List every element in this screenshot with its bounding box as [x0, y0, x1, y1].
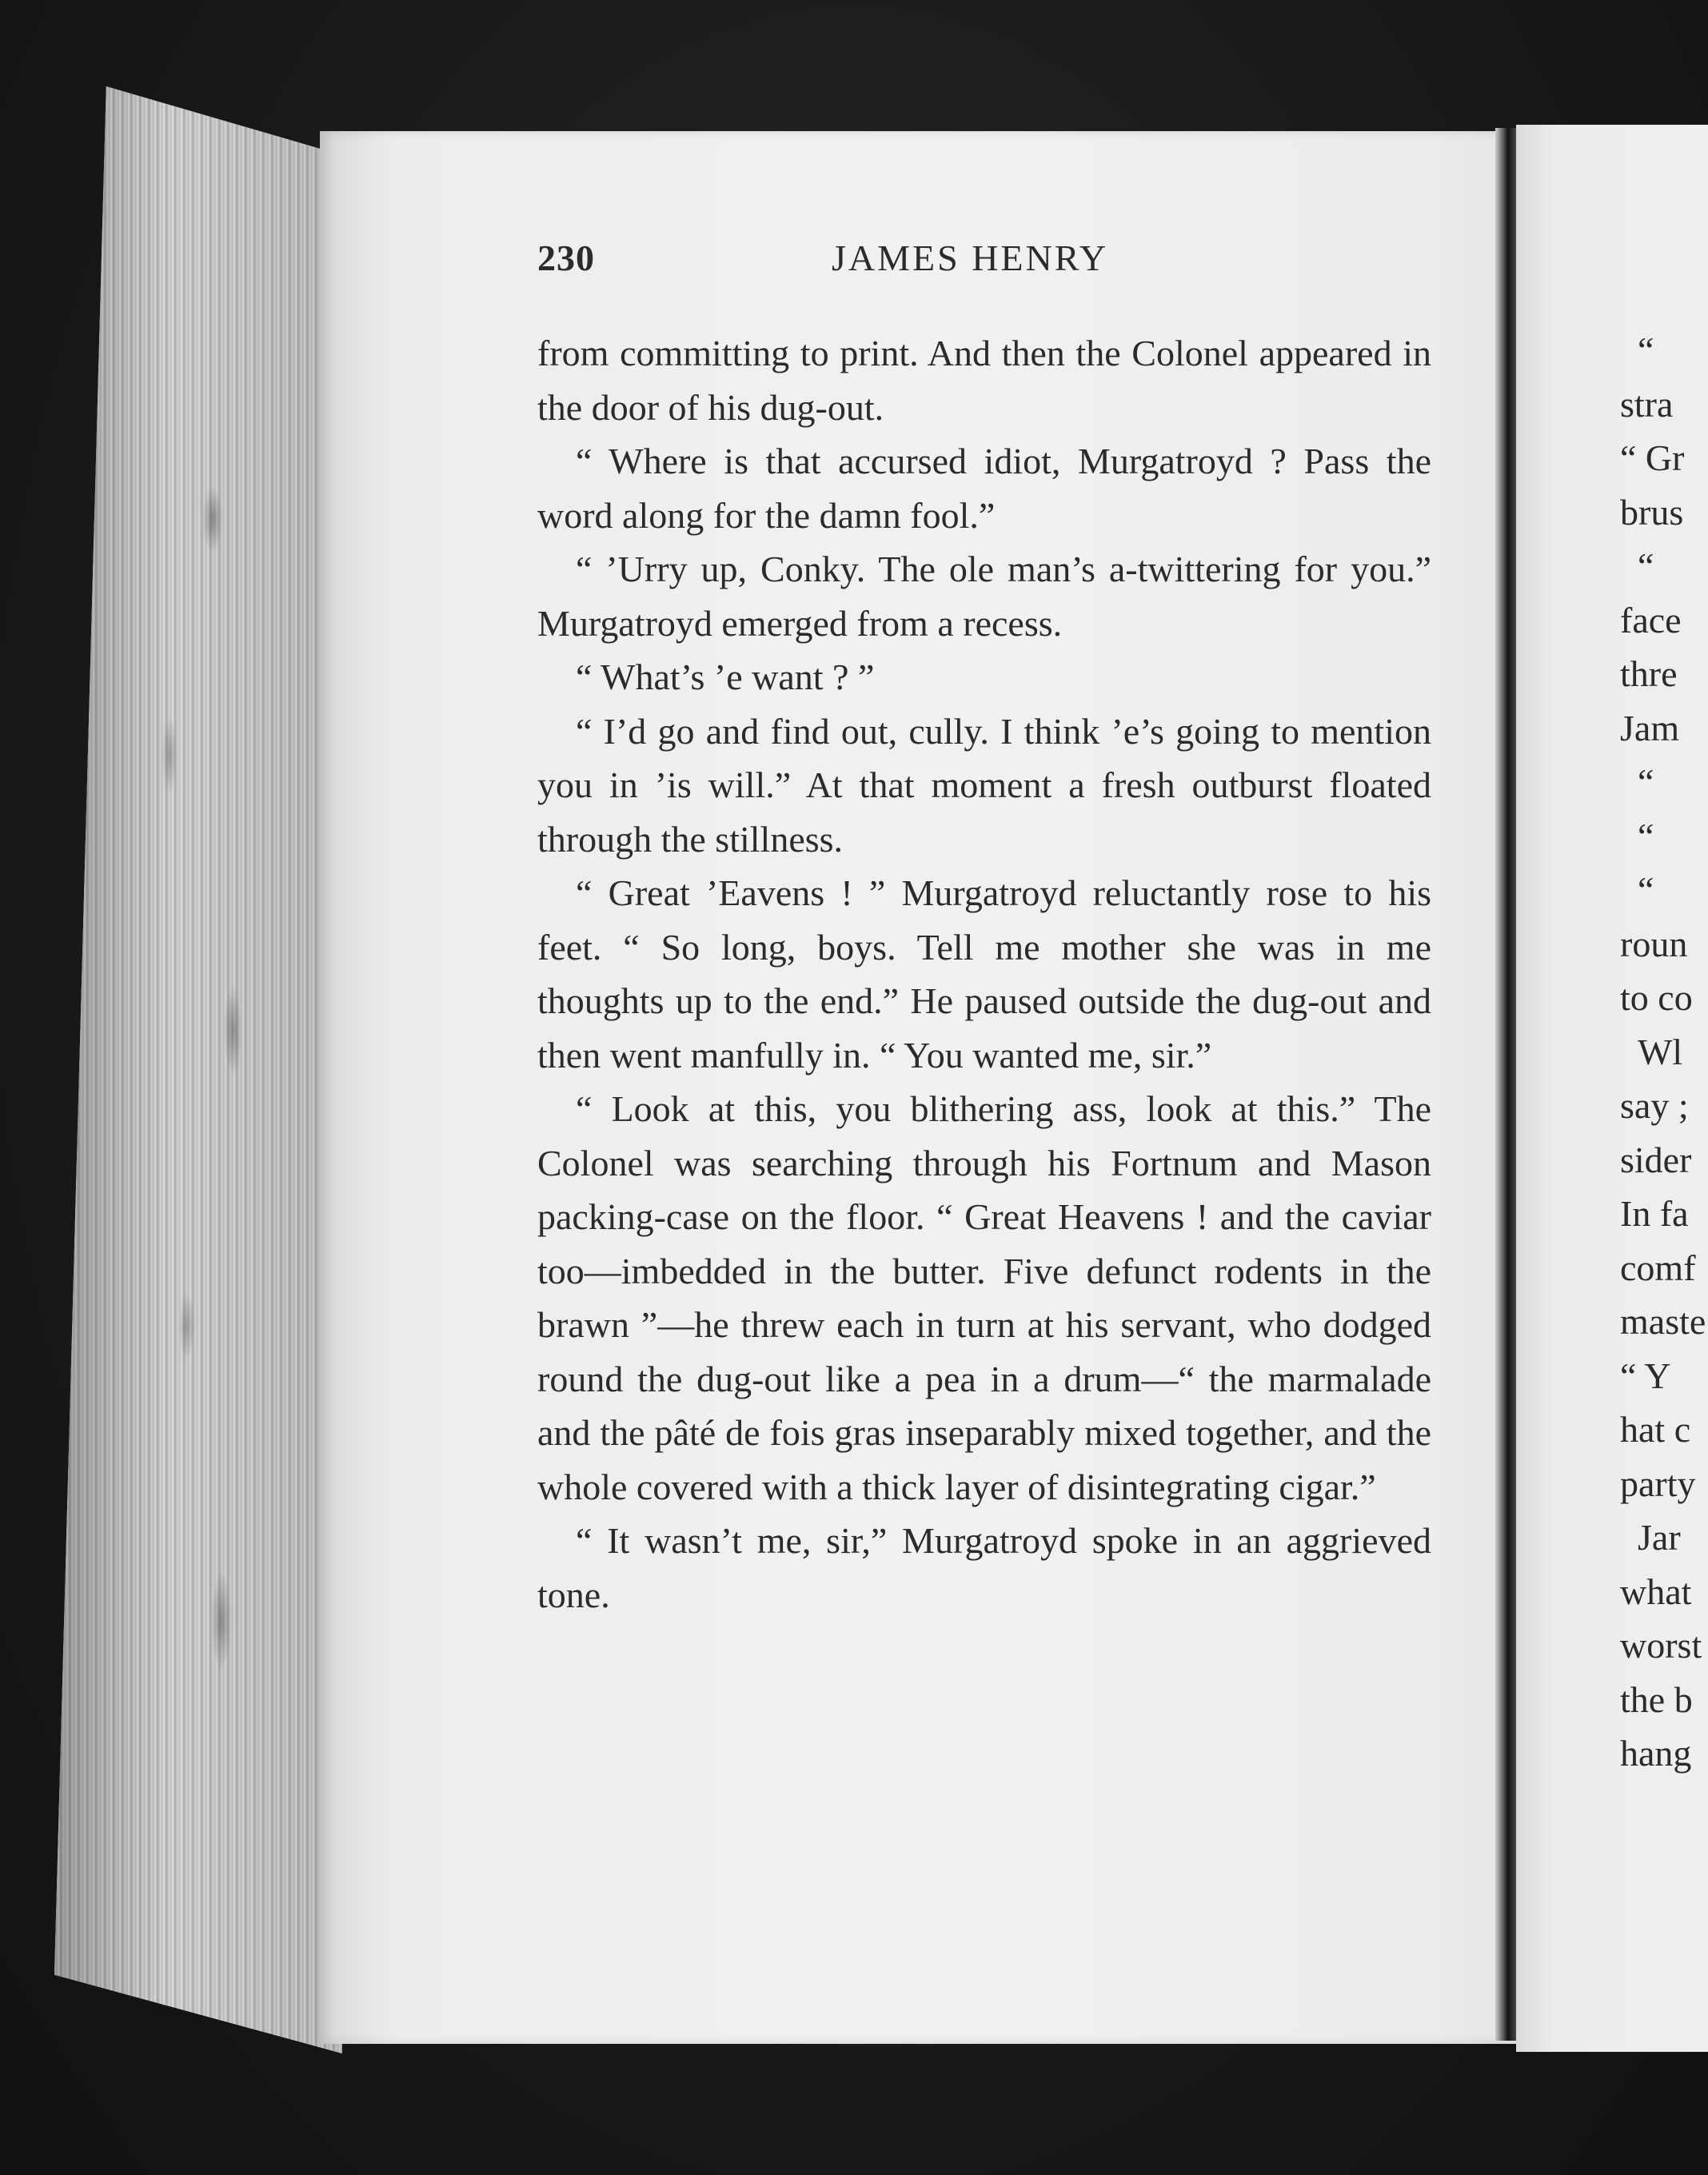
- right-page-line-fragment: maste: [1620, 1301, 1706, 1342]
- book-gutter: [1495, 128, 1516, 2041]
- right-page-line-fragment: stra: [1620, 383, 1674, 425]
- paragraph: “ It wasn’t me, sir,” Murgatroyd spoke in an aggrieved tone.: [537, 1520, 1431, 1615]
- body-text: [537, 326, 1431, 1622]
- right-page-line-fragment: party: [1620, 1463, 1696, 1504]
- page-number: 230: [537, 237, 595, 278]
- right-page-line-fragment: worst: [1620, 1625, 1702, 1666]
- right-page-line-fragment: comf: [1620, 1247, 1696, 1288]
- paragraph: “ What’s ’e want ? ”: [576, 656, 875, 697]
- page-header: [537, 237, 1431, 285]
- paragraph: “ Where is that accursed idiot, Murgatroyd ? Pass the word along for the damn fool.”: [537, 441, 1431, 536]
- paragraph: “ ’Urry up, Conky. The ole man’s a-twittering for you.” Murgatroyd emerged from a recess.: [537, 549, 1431, 644]
- left-page-content: [537, 237, 1431, 1622]
- right-page-content: [1620, 323, 1708, 1781]
- right-page-line-fragment: what: [1620, 1570, 1692, 1612]
- right-page-line-fragment: “ Gr: [1620, 437, 1685, 478]
- right-page-line-fragment: Jam: [1620, 707, 1680, 748]
- right-page-line-fragment: “: [1638, 761, 1654, 802]
- paragraph: “ Great ’Eavens ! ” Murgatroyd reluctantly rose to his feet. “ So long, boys. Tell me mother she was in me thoughts up to the end.” He paused outside the dug-out and then went manfully in. “ You wanted me, sir.”: [537, 872, 1431, 1076]
- right-page-line-fragment: “: [1638, 869, 1654, 910]
- paragraph: from committing to print. And then the Colonel appeared in the door of his dug-out.: [537, 333, 1431, 428]
- right-page-line-fragment: “: [1638, 329, 1654, 370]
- right-page-line-fragment: hang: [1620, 1733, 1692, 1774]
- right-page-line-fragment: “: [1638, 545, 1654, 586]
- right-page-line-fragment: “: [1638, 815, 1654, 856]
- right-page-line-fragment: hat c: [1620, 1409, 1691, 1450]
- book-page-edges: [54, 86, 342, 2053]
- right-page-line-fragment: “ Y: [1620, 1355, 1671, 1396]
- right-page-line-fragment: to co: [1620, 977, 1693, 1018]
- right-page-line-fragment: Wl: [1638, 1031, 1683, 1072]
- paragraph: “ I’d go and find out, cully. I think ’e’s going to mention you in ’is will.” At that moment a fresh outburst floated through the stillness.: [537, 710, 1431, 860]
- right-page-line-fragment: the b: [1620, 1678, 1693, 1720]
- right-page-line-fragment: face: [1620, 599, 1682, 641]
- right-page-line-fragment: roun: [1620, 923, 1688, 964]
- right-page-line-fragment: thre: [1620, 653, 1678, 694]
- right-page-line-fragment: Jar: [1638, 1517, 1681, 1558]
- paragraph: “ Look at this, you blithering ass, look at this.” The Colonel was searching through his Fortnum and Mason packing-case on the floor. “ Great Heavens ! and the caviar too—imbedded in the butter. Five defunct rodents in the brawn ”—he threw each in turn at his servant, who dodged round the dug-out like a pea in a drum—“ the marmalade and the pâté de fois gras inseparably mixed together, and the whole covered with a thick layer of disintegrating cigar.”: [537, 1088, 1431, 1507]
- running-head: JAMES HENRY: [832, 237, 1109, 278]
- right-page-line-fragment: sider: [1620, 1139, 1692, 1180]
- right-page-line-fragment: In fa: [1620, 1193, 1689, 1234]
- right-page-line-fragment: say ;: [1620, 1085, 1689, 1126]
- right-page-line-fragment: brus: [1620, 491, 1684, 533]
